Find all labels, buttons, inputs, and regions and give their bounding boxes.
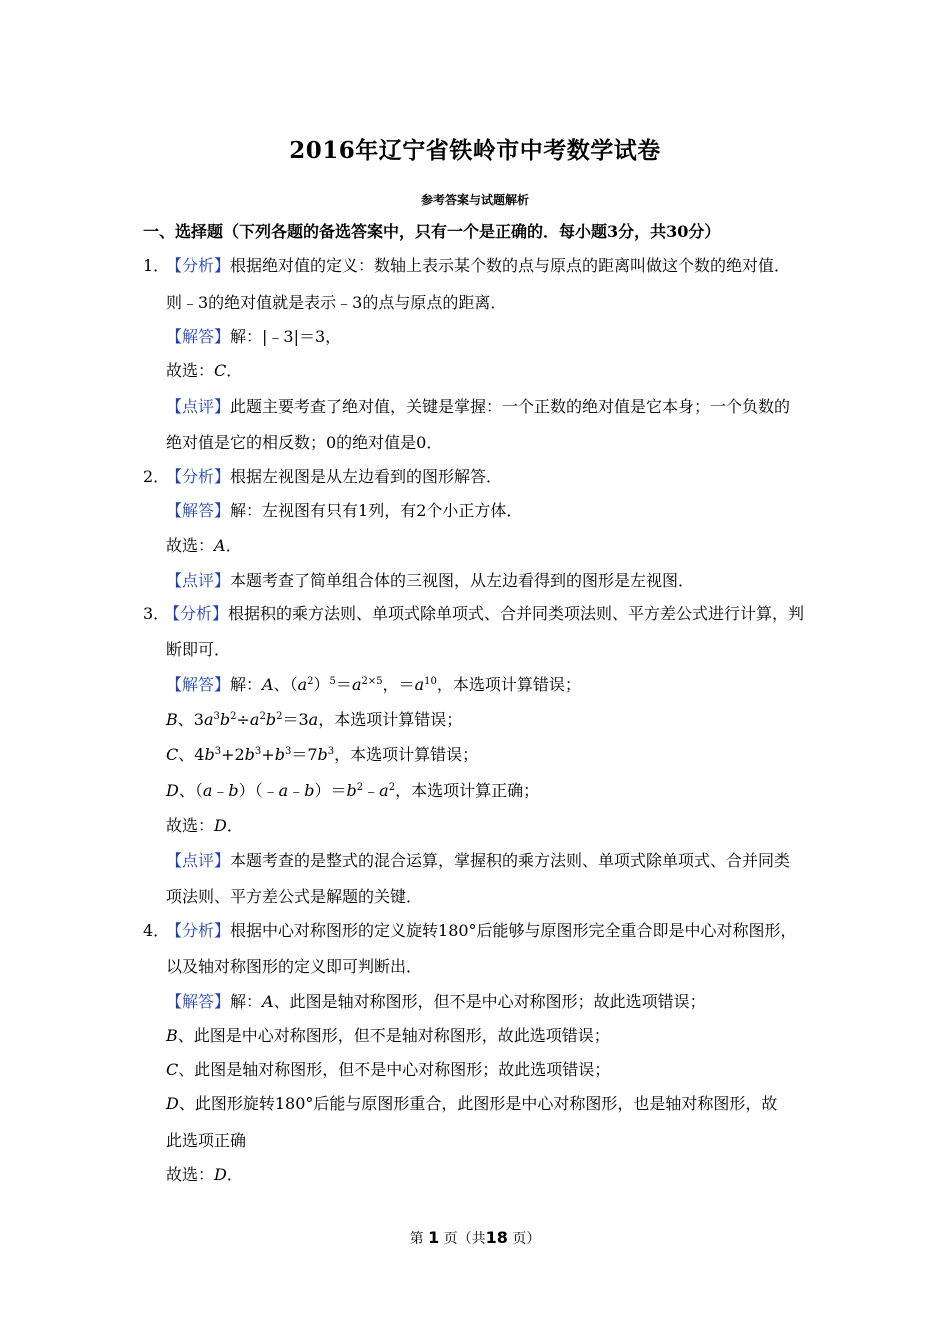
page-footer: 第 1 页（共18 页） — [409, 1228, 541, 1247]
section-header: 一、选择题（下列各题的备选答案中，只有一个是正确的．每小题3分，共30分） — [143, 222, 721, 241]
q3-analysis-line-1: 【分析】根据积的乘方法则、单项式除单项式、合并同类项法则、平方差公式进行计算，判 — [164, 604, 805, 623]
analysis-tag: 【分析】 — [166, 921, 231, 940]
q3-answer-b: B、$3a^3b^2\div a^2b^2=3a$，本选项计算错误； — [166, 710, 463, 729]
answer-tag: 【解答】 — [166, 992, 231, 1011]
question-3-number: 3． — [143, 604, 170, 623]
analysis-tag: 【分析】 — [166, 467, 231, 486]
q4-answer-c: C、此图是轴对称图形，但不是中心对称图形；故此选项错误； — [166, 1060, 611, 1079]
analysis-tag: 【分析】 — [164, 604, 229, 623]
q4-analysis-line-1: 【分析】根据中心对称图形的定义旋转180°后能够与原图形完全重合即是中心对称图形， — [166, 921, 797, 940]
q2-answer: 【解答】解：左视图有只有1列，有2个小正方体． — [166, 501, 523, 520]
question-1-number: 1． — [143, 256, 170, 275]
page-subtitle: 参考答案与试题解析 — [420, 193, 529, 207]
comment-tag: 【点评】 — [166, 397, 231, 416]
question-4-number: 4． — [143, 921, 170, 940]
q3-answer-d: D、$(a﹣b)(﹣a﹣b)=b^2﹣a^2$，本选项计算正确； — [166, 781, 540, 800]
page-title: 2016年辽宁省铁岭市中考数学试卷 — [289, 137, 661, 164]
q4-choice: 故选：D． — [166, 1165, 243, 1184]
answer-tag: 【解答】 — [166, 675, 231, 694]
analysis-tag: 【分析】 — [166, 256, 231, 275]
q1-analysis-line-1: 【分析】根据绝对值的定义：数轴上表示某个数的点与原点的距离叫做这个数的绝对值． — [166, 256, 791, 275]
q4-analysis-line-2: 以及轴对称图形的定义即可判断出． — [166, 957, 423, 976]
q4-answer-d-line-2: 此选项正确 — [166, 1131, 247, 1150]
page-number: 1 — [428, 1228, 440, 1247]
q2-choice: 故选：A． — [166, 536, 242, 555]
question-2-number: 2． — [143, 467, 170, 486]
q1-analysis-line-2: 则﹣3的绝对值就是表示﹣3的点与原点的距离． — [166, 293, 507, 312]
page-total: 18 — [485, 1228, 508, 1247]
q3-answer-c: C、$4b^3+2b^3+b^3=7b^3$，本选项计算错误； — [166, 745, 479, 764]
comment-tag: 【点评】 — [166, 851, 231, 870]
q3-choice: 故选：D． — [166, 816, 243, 835]
answer-tag: 【解答】 — [166, 501, 231, 520]
q3-comment-line-1: 【点评】本题考查的是整式的混合运算，掌握积的乘方法则、单项式除单项式、合并同类 — [166, 851, 791, 870]
answer-tag: 【解答】 — [166, 327, 231, 346]
q2-comment: 【点评】本题考查了简单组合体的三视图，从左边看得到的图形是左视图． — [166, 571, 695, 590]
q1-choice: 故选：C． — [166, 361, 243, 380]
q4-answer-a: 【解答】解：A、此图是轴对称图形，但不是中心对称图形；故此选项错误； — [166, 992, 706, 1011]
q4-answer-b: B、此图是中心对称图形，但不是轴对称图形，故此选项错误； — [166, 1026, 610, 1045]
q3-analysis-line-2: 断即可． — [166, 640, 231, 659]
q1-comment-line-2: 绝对值是它的相反数；0的绝对值是0． — [166, 433, 443, 452]
q3-comment-line-2: 项法则、平方差公式是解题的关键． — [166, 887, 423, 906]
q1-answer: 【解答】解：|﹣3|＝3， — [166, 327, 342, 346]
q4-answer-d-line-1: D、此图形旋转180°后能与原图形重合，此图形是中心对称图形，也是轴对称图形，故 — [166, 1094, 778, 1113]
comment-tag: 【点评】 — [166, 571, 231, 590]
q1-comment-line-1: 【点评】此题主要考查了绝对值，关键是掌握：一个正数的绝对值是它本身；一个负数的 — [166, 397, 791, 416]
q2-analysis: 【分析】根据左视图是从左边看到的图形解答． — [166, 467, 503, 486]
q3-answer-a: 【解答】解：A、$(a^2)^5=a^{2\times 5}$，$=a^{10}$，本选项计算错误； — [166, 675, 581, 694]
